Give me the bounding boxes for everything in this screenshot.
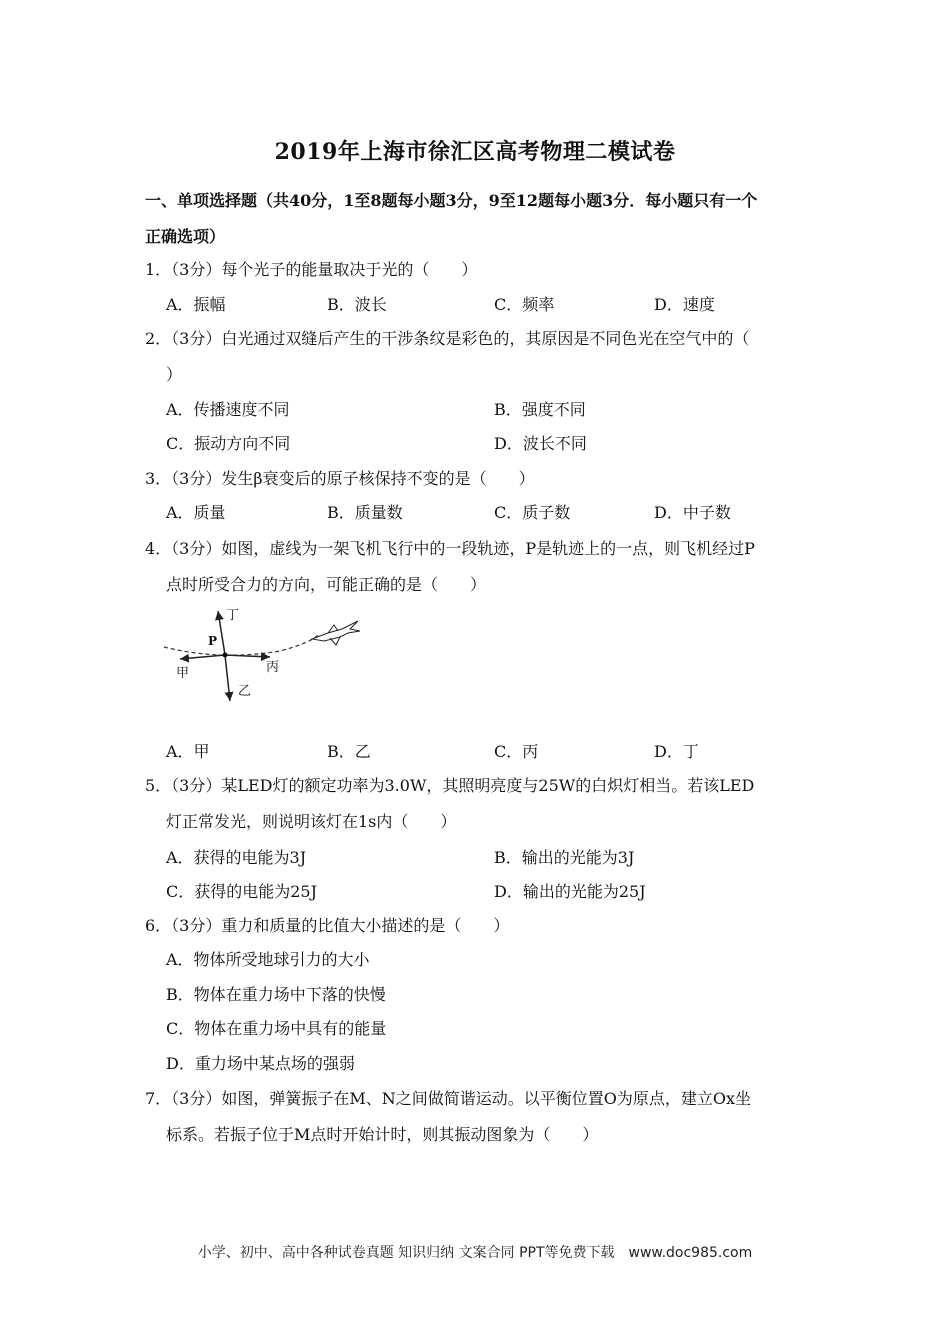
question-1-option-c: C．频率 — [494, 295, 555, 314]
question-6-stem: 6．（3分）重力和质量的比值大小描述的是（ ） — [145, 916, 510, 935]
section-heading — [145, 183, 815, 255]
question-5-stem-line1: 5．（3分）某LED灯的额定功率为3.0W，其照明亮度与25W的白炽灯相当。若该LED — [145, 776, 755, 795]
question-2-option-a: A．传播速度不同 — [166, 400, 290, 419]
question-4-stem-line1: 4．（3分）如图，虚线为一架飞机飞行中的一段轨迹，P是轨迹上的一点，则飞机经过P — [145, 539, 755, 558]
question-3-option-d: D．中子数 — [654, 503, 731, 522]
point-p — [223, 653, 228, 658]
question-4-option-a: A．甲 — [166, 742, 210, 761]
label-p: P — [208, 634, 218, 648]
question-5-stem-line2: 灯正常发光，则说明该灯在1s内（ ） — [166, 812, 457, 831]
question-1-stem: 1．（3分）每个光子的能量取决于光的（ ） — [145, 260, 478, 279]
question-2-option-b: B．强度不同 — [494, 400, 586, 419]
arrow-yi — [225, 655, 230, 701]
label-ding: 丁 — [226, 608, 240, 623]
question-2-stem-line1: 2．（3分）白光通过双缝后产生的干涉条纹是彩色的，其原因是不同色光在空气中的（ — [145, 329, 750, 348]
airplane-icon — [312, 621, 360, 645]
question-6-option-b: B．物体在重力场中下落的快慢 — [166, 985, 386, 1004]
question-4-option-d: D．丁 — [654, 742, 699, 761]
question-6-option-d: D．重力场中某点场的强弱 — [166, 1054, 355, 1073]
question-4-stem-line2: 点时所受合力的方向，可能正确的是（ ） — [166, 575, 487, 594]
question-2-option-c: C．振动方向不同 — [166, 434, 291, 453]
question-7-stem-line2: 标系。若振子位于M点时开始计时，则其振动图象为（ ） — [166, 1125, 599, 1144]
question-2-option-d: D．波长不同 — [494, 434, 587, 453]
label-jia: 甲 — [176, 666, 190, 681]
question-3-option-c: C．质子数 — [494, 503, 571, 522]
question-3-stem: 3．（3分）发生β衰变后的原子核保持不变的是（ ） — [145, 469, 535, 488]
question-7-stem-line1: 7．（3分）如图，弹簧振子在M、N之间做简谐运动。以平衡位置O为原点，建立Ox坐 — [145, 1089, 752, 1108]
question-1-option-a: A．振幅 — [166, 295, 226, 314]
question-6-option-c: C．物体在重力场中具有的能量 — [166, 1019, 387, 1038]
section-heading-line2: 正确选项） — [145, 227, 226, 246]
question-3-option-a: A．质量 — [166, 503, 226, 522]
arrow-bing — [225, 655, 270, 657]
question-4-option-b: B．乙 — [327, 742, 371, 761]
question-4-option-c: C．丙 — [494, 742, 539, 761]
page-title: 2019年上海市徐汇区高考物理二模试卷 — [274, 139, 676, 165]
question-2-stem-line2: ） — [166, 365, 183, 384]
question-1-option-b: B．波长 — [327, 295, 387, 314]
question-4-figure — [160, 603, 370, 708]
label-yi: 乙 — [238, 684, 252, 699]
question-6-option-a: A．物体所受地球引力的大小 — [166, 950, 370, 969]
question-5-option-d: D．输出的光能为25J — [494, 882, 646, 901]
arrow-jia — [180, 655, 225, 659]
section-heading-line1: 一、单项选择题（共40分，1至8题每小题3分，9至12题每小题3分．每小题只有一个 — [145, 191, 758, 210]
question-5-option-c: C．获得的电能为25J — [166, 882, 318, 901]
question-5-option-b: B．输出的光能为3J — [494, 848, 635, 867]
label-bing: 丙 — [266, 660, 280, 675]
question-3-option-b: B．质量数 — [327, 503, 403, 522]
question-1-option-d: D．速度 — [654, 295, 715, 314]
trajectory-dashed-path — [164, 635, 318, 655]
arrow-ding — [218, 611, 225, 655]
page-footer[interactable]: 小学、初中、高中各种试卷真题 知识归纳 文案合同 PPT等免费下载 www.doc985.com — [197, 1245, 753, 1261]
question-5-option-a: A．获得的电能为3J — [166, 848, 307, 867]
